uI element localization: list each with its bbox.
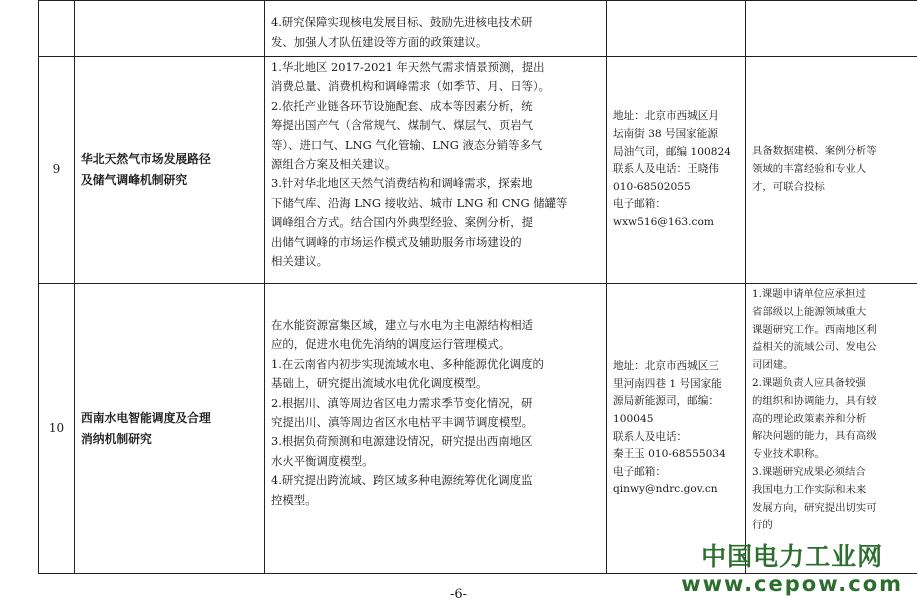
contact-line: 电子邮箱： — [613, 198, 666, 211]
content-line: 应的，促进水电优先消纳的调度运行管理模式。 — [271, 337, 511, 352]
topic-title-line: 及储气调峰机制研究 — [81, 173, 188, 187]
contact-line: 电子邮箱： — [613, 465, 666, 478]
contact-line: 坛南街 38 号国家能源 — [613, 128, 718, 141]
contact-line: 局油气司，邮编 100824 — [613, 145, 731, 158]
contact-cell — [607, 1, 746, 57]
contact-cell — [607, 284, 746, 574]
content-line: 在水能资源富集区域，建立与水电为主电源结构相适 — [271, 318, 533, 332]
contact-email[interactable]: qinwy@ndrc.gov.cn — [613, 483, 718, 496]
content-line: 2.根据川、滇等周边省区电力需求季节变化情况，研 — [271, 395, 533, 410]
content-line: 4.研究提出跨流域、跨区域多种电源统筹优化调度监 — [271, 473, 533, 488]
contact-email[interactable]: wxw516@163.com — [613, 215, 714, 228]
research-content-cell — [265, 1, 607, 57]
research-content-cell — [265, 57, 607, 284]
contact-line: 010-68502055 — [613, 180, 691, 193]
requirement-line: 我国电力工作实际和未来 — [752, 483, 867, 496]
content-line: 控模型。 — [271, 492, 317, 507]
content-line: 下储气库、沿海 LNG 接收站、城市 LNG 和 CNG 储罐等 — [271, 195, 568, 210]
requirement-line: 高的理论政策素养和分析 — [752, 412, 867, 425]
requirements-cell — [746, 284, 917, 574]
topic-title-cell — [75, 284, 265, 574]
requirement-line: 专业技术职称。 — [752, 448, 825, 461]
site-watermark — [681, 542, 903, 596]
requirement-line: 具备数据建模、案例分析等 — [752, 145, 877, 158]
content-line: 2.依托产业链各环节设施配套、成本等因素分析，统 — [271, 98, 533, 113]
requirements-cell — [746, 1, 917, 57]
topic-title-line: 西南水电智能调度及合理 — [81, 410, 211, 425]
requirement-line: 才，可联合投标 — [752, 180, 825, 193]
contact-line: 里河南四巷 1 号国家能 — [613, 377, 722, 390]
topic-title-line: 消纳机制研究 — [81, 431, 152, 446]
row-number-cell: 9 — [39, 57, 75, 284]
contact-line: 秦王玉 010-68555034 — [613, 448, 726, 461]
requirement-line: 领域的丰富经验和专业人 — [752, 163, 867, 176]
topic-title-cell — [75, 57, 265, 284]
content-line: 相关建议。 — [271, 254, 328, 269]
contact-line: 地址：北京市西城区月 — [613, 110, 719, 123]
content-line: 究提出川、滇等周边省区水电枯平丰调节调度模型。 — [271, 415, 533, 430]
topic-title-line: 华北天然气市场发展路径 — [81, 152, 211, 166]
requirement-line: 解决问题的能力，具有高级 — [752, 430, 877, 443]
requirements-cell — [746, 57, 917, 284]
contact-line: 地址：北京市西城区三 — [613, 360, 719, 373]
requirement-line: 司团建。 — [752, 359, 794, 372]
content-line: 出储气调峰的市场运作模式及辅助服务市场建设的 — [271, 234, 522, 249]
table-row — [39, 57, 917, 284]
content-line: 等）、进口气、LNG 气化管输、LNG 液态分销等多气 — [271, 137, 543, 152]
contact-line: 源局新能源司，邮编： — [613, 395, 719, 408]
content-line: 水火平衡调度模型。 — [271, 453, 374, 468]
content-line: 发、加强人才队伍建设等方面的政策建议。 — [271, 34, 488, 49]
content-line: 4.研究保障实现核电发展目标、鼓励先进核电技术研 — [271, 15, 533, 30]
watermark-url: www.cepow.com — [681, 572, 903, 596]
topics-table — [38, 0, 917, 574]
content-line: 1.在云南省内初步实现流域水电、多种能源优化调度的 — [271, 356, 544, 371]
requirement-line: 发展方向，研究提出切实可 — [752, 501, 877, 514]
page-number: -6- — [449, 587, 468, 602]
content-line: 3.根据负荷预测和电源建设情况，研究提出西南地区 — [271, 434, 533, 449]
content-line: 基础上，研究提出流域水电优化调度模型。 — [271, 376, 488, 391]
topic-title-cell — [75, 1, 265, 57]
row-number-cell — [39, 1, 75, 57]
requirement-line: 2.课题负责人应具备较强 — [752, 376, 866, 389]
contact-line: 100045 — [613, 412, 654, 425]
contact-cell — [607, 57, 746, 284]
requirement-line: 1.课题申请单位应承担过 — [752, 288, 866, 300]
content-line: 1.华北地区 2017-2021 年天然气需求情景预测，提出 — [271, 60, 545, 74]
requirement-line: 益相关的流域公司、发电公 — [752, 341, 877, 354]
row-number-cell: 10 — [39, 284, 75, 574]
requirement-line: 课题研究工作。西南地区利 — [752, 323, 877, 336]
requirement-line: 省部级以上能源领域重大 — [752, 305, 867, 318]
table-row — [39, 284, 917, 574]
requirement-line: 行的 — [752, 519, 773, 532]
content-line: 筹提出国产气（含常规气、煤制气、煤层气、页岩气 — [271, 118, 533, 133]
content-line: 源组合方案及相关建议。 — [271, 157, 397, 172]
content-line: 3.针对华北地区天然气消费结构和调峰需求，探索地 — [271, 176, 533, 191]
content-line: 消费总量、消费机构和调峰需求（如季节、月、日等）。 — [271, 79, 551, 94]
watermark-site-name: 中国电力工业网 — [701, 542, 884, 571]
content-line: 调峰组合方式。结合国内外典型经验、案例分析，提 — [271, 215, 533, 230]
requirement-line: 的组织和协调能力，具有较 — [752, 394, 877, 407]
contact-line: 联系人及电话： — [613, 430, 688, 443]
table-row — [39, 1, 917, 57]
requirement-line: 3.课题研究成果必须结合 — [752, 465, 866, 478]
contact-line: 联系人及电话：王晓伟 — [613, 163, 719, 176]
research-content-cell — [265, 284, 607, 574]
